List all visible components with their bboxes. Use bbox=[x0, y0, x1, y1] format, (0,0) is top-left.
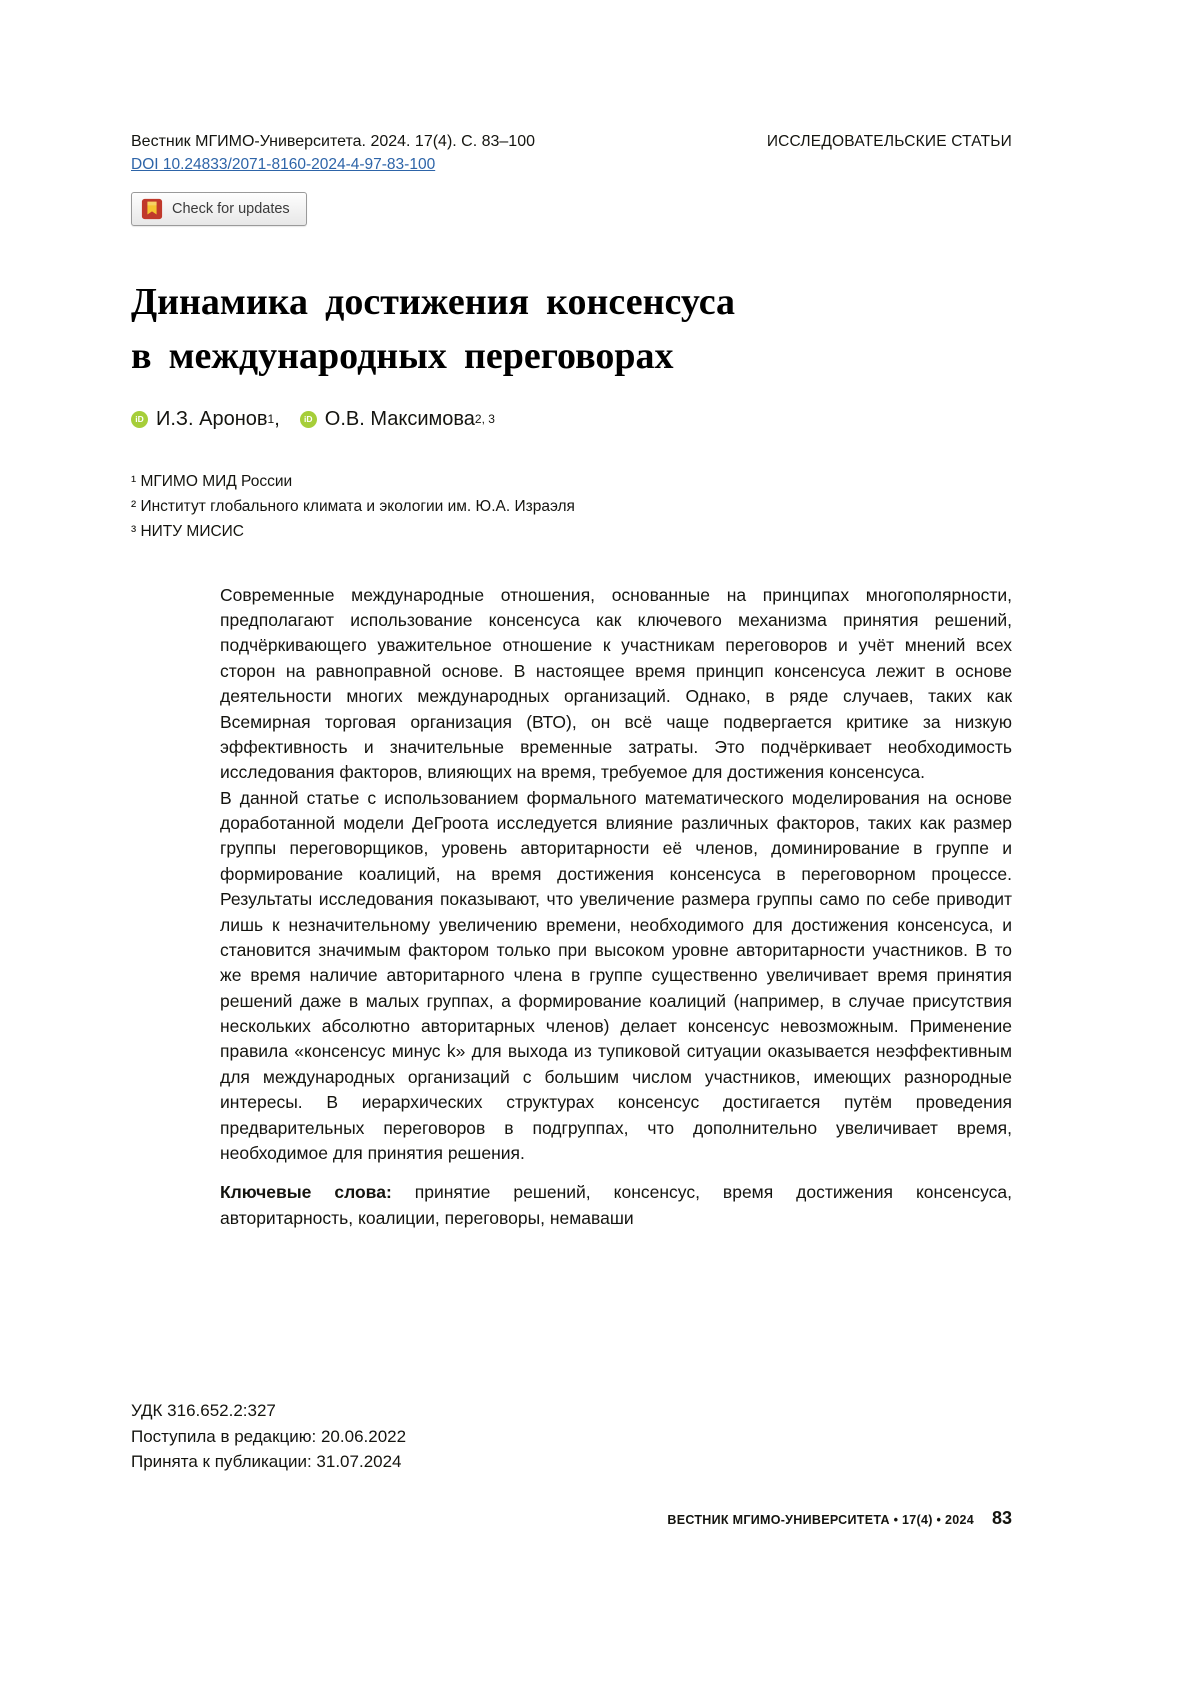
page-footer bbox=[131, 1508, 1012, 1529]
doi-link[interactable]: DOI 10.24833/2071-8160-2024-4-97-83-100 bbox=[131, 156, 436, 173]
orcid-icon[interactable]: iD bbox=[131, 411, 148, 428]
crossmark-label: Check for updates bbox=[172, 201, 290, 217]
affiliation: ³ НИТУ МИСИС bbox=[131, 523, 245, 541]
abstract-paragraph: В данной статье с использованием формального математического моделирования на основе доработанной модели ДеГроота исследуется влияние различных факторов, таких как размер группы переговорщиков, уровень авторитарности её членов, доминирование в группе и формирование коалиций, на время достижения консенсуса в переговорном процессе. Результаты исследования показывают, что увеличение размера группы само по себе приводит лишь к незначительному увеличению времени, необходимого для достижения консенсуса, и становится значимым фактором только при высоком уровне авторитарности участников. В то же время наличие авторитарного члена в группе существенно увеличивает время принятия решений даже в малых группах, а формирование коалиций (например, в случае присутствия нескольких абсолютно авторитарных членов) делает консенсус невозможным. Применение правила «консенсус минус k» для выхода из тупиковой ситуации оказывается неэффективным для международных организаций с большим числом участников, имеющих разнородные интересы. В иерархических структурах консенсус достигается путём проведения предварительных переговоров в подгруппах, что дополнительно увеличивает время, необходимое для принятия решения. bbox=[220, 787, 1012, 1163]
author: iD И.З. Аронов 1 , bbox=[131, 408, 280, 431]
authors-row bbox=[131, 408, 1012, 431]
author-name: О.В. Максимова bbox=[324, 407, 475, 430]
footer-journal: ВЕСТНИК МГИМО-УНИВЕРСИТЕТА • 17(4) • 2024 bbox=[667, 1513, 974, 1527]
footer-page-number: 83 bbox=[991, 1508, 1012, 1528]
author-separator: , bbox=[274, 407, 280, 430]
check-for-updates-button[interactable] bbox=[131, 192, 307, 226]
article-title-line1: Динамика достижения консенсуса bbox=[131, 281, 736, 323]
crossmark-icon bbox=[141, 198, 163, 220]
author: iD О.В. Максимова 2, 3 bbox=[300, 408, 495, 431]
affiliations-list bbox=[131, 469, 1012, 545]
article-meta bbox=[131, 1398, 406, 1475]
journal-reference: Вестник МГИМО-Университета. 2024. 17(4). С. 83–100 bbox=[131, 133, 535, 150]
author-name: И.З. Аронов bbox=[156, 407, 268, 430]
abstract-paragraph: Современные международные отношения, основанные на принципах многополярности, предполагают использование консенсуса как ключевого механизма принятия решений, подчёркивающего уважительное отношение к участникам переговоров и учёт мнений всех сторон на равноправной основе. В настоящее время принцип консенсуса лежит в основе деятельности многих международных организаций. Однако, в ряде случаев, таких как Всемирная торговая организация (ВТО), он всё чаще подвергается критике за низкую эффективность и значительные временные затраты. Это подчёркивает необходимость исследования факторов, влияющих на время, требуемое для достижения консенсуса. bbox=[220, 584, 1012, 783]
accepted-date: Принята к публикации: 31.07.2024 bbox=[131, 1452, 402, 1471]
section-label: ИССЛЕДОВАТЕЛЬСКИЕ СТАТЬИ bbox=[766, 133, 1012, 150]
article-title-line2: в международных переговорах bbox=[131, 334, 674, 377]
affiliation: ¹ МГИМО МИД России bbox=[131, 472, 293, 490]
article-title bbox=[131, 276, 1012, 384]
keywords-block bbox=[220, 1180, 1012, 1231]
orcid-icon[interactable]: iD bbox=[300, 411, 317, 428]
received-date: Поступила в редакцию: 20.06.2022 bbox=[131, 1426, 407, 1446]
page-header bbox=[131, 133, 1012, 151]
abstract-block bbox=[220, 583, 1012, 1167]
article-content bbox=[131, 133, 1012, 1231]
keywords-label: Ключевые слова: bbox=[220, 1182, 392, 1203]
keywords-text: принятие решений, консенсус, время достижения консенсуса, авторитарность, коалиции, переговоры, немаваши bbox=[220, 1182, 1012, 1228]
affiliation: ² Институт глобального климата и экологии им. Ю.А. Израэля bbox=[131, 498, 575, 516]
udk: УДК 316.652.2:327 bbox=[131, 1401, 276, 1420]
